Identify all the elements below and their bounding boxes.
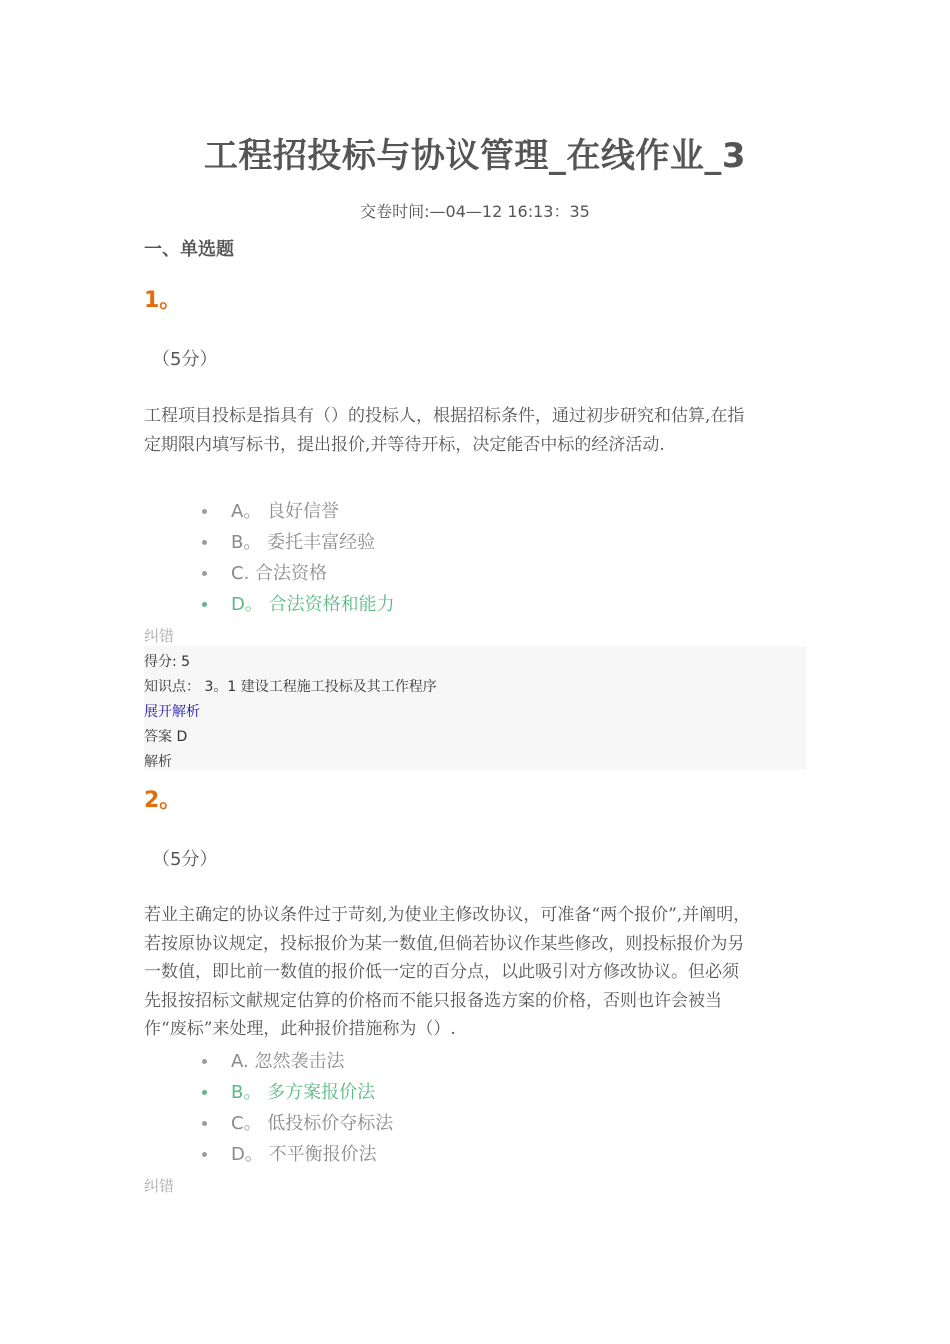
option-label: A。 良好信誉 <box>231 501 340 522</box>
option-label: A. 忽然袭击法 <box>231 1051 345 1072</box>
bullet-icon <box>202 571 207 576</box>
document-title: 工程招投标与协议管理_在线作业_3 <box>203 136 747 176</box>
question-2-correction-link[interactable]: 纠错 <box>144 1177 175 1195</box>
option-label: C. 合法资格 <box>231 563 328 584</box>
bullet-icon <box>202 1152 207 1157</box>
bullet-icon <box>202 1059 207 1064</box>
question-2-options <box>200 1046 393 1170</box>
option-label: D。 合法资格和能力 <box>231 594 395 615</box>
question-1-options <box>200 496 395 620</box>
option-label: B。 多方案报价法 <box>231 1082 376 1103</box>
question-2-text: 若业主确定的协议条件过于苛刻,为使业主修改协议，可准备“两个报价”,并阐明，若按原协议规定，投标报价为某一数值,但倘若协议作某些修改，则投标报价为另一数值，即比前一数值的报价低一定的百分点，以此吸引对方修改协议。但必须先报按招标文献规定估算的价格而不能只报备选方案的价格，否则也许会被当作“废标”来处理，此种报价措施称为（）. <box>144 905 751 1039</box>
question-1-score: （5分） <box>152 349 218 370</box>
question-1-text: 工程项目投标是指具有（）的投标人，根据招标条件，通过初步研究和估算,在指定期限内填写标书，提出报价,并等待开标，决定能否中标的经济活动. <box>144 406 745 455</box>
option-label: B。 委托丰富经验 <box>231 532 376 553</box>
question-1-option-b[interactable] <box>200 527 395 558</box>
question-2-option-c[interactable] <box>200 1108 393 1139</box>
bullet-icon <box>202 1090 207 1095</box>
question-2-option-b[interactable] <box>200 1077 393 1108</box>
got-score: 得分: 5 <box>144 654 191 670</box>
knowledge-point: 知识点： 3。1 建设工程施工投标及其工作程序 <box>144 679 437 695</box>
bullet-icon <box>202 602 207 607</box>
submit-time: 交卷时间:—04—12 16:13：35 <box>360 202 590 221</box>
option-label: D。 不平衡报价法 <box>231 1144 377 1165</box>
question-1-number: 1。 <box>144 288 182 313</box>
bullet-icon <box>202 509 207 514</box>
question-1-option-c[interactable] <box>200 558 395 589</box>
question-1-option-a[interactable] <box>200 496 395 527</box>
expand-analysis-link[interactable]: 展开解析 <box>144 704 200 720</box>
answer: 答案 D <box>144 729 188 745</box>
section-title: 一、单选题 <box>144 239 234 260</box>
question-1-result-panel <box>144 646 806 770</box>
analysis: 解析 <box>144 754 172 770</box>
question-2-option-d[interactable] <box>200 1139 393 1170</box>
option-label: C。 低投标价夺标法 <box>231 1113 394 1134</box>
question-1-option-d[interactable] <box>200 589 395 620</box>
question-1-correction-link[interactable]: 纠错 <box>144 627 175 645</box>
question-2-number: 2。 <box>144 788 182 813</box>
question-2-option-a[interactable] <box>200 1046 393 1077</box>
question-2-score: （5分） <box>152 849 218 870</box>
bullet-icon <box>202 540 207 545</box>
bullet-icon <box>202 1121 207 1126</box>
